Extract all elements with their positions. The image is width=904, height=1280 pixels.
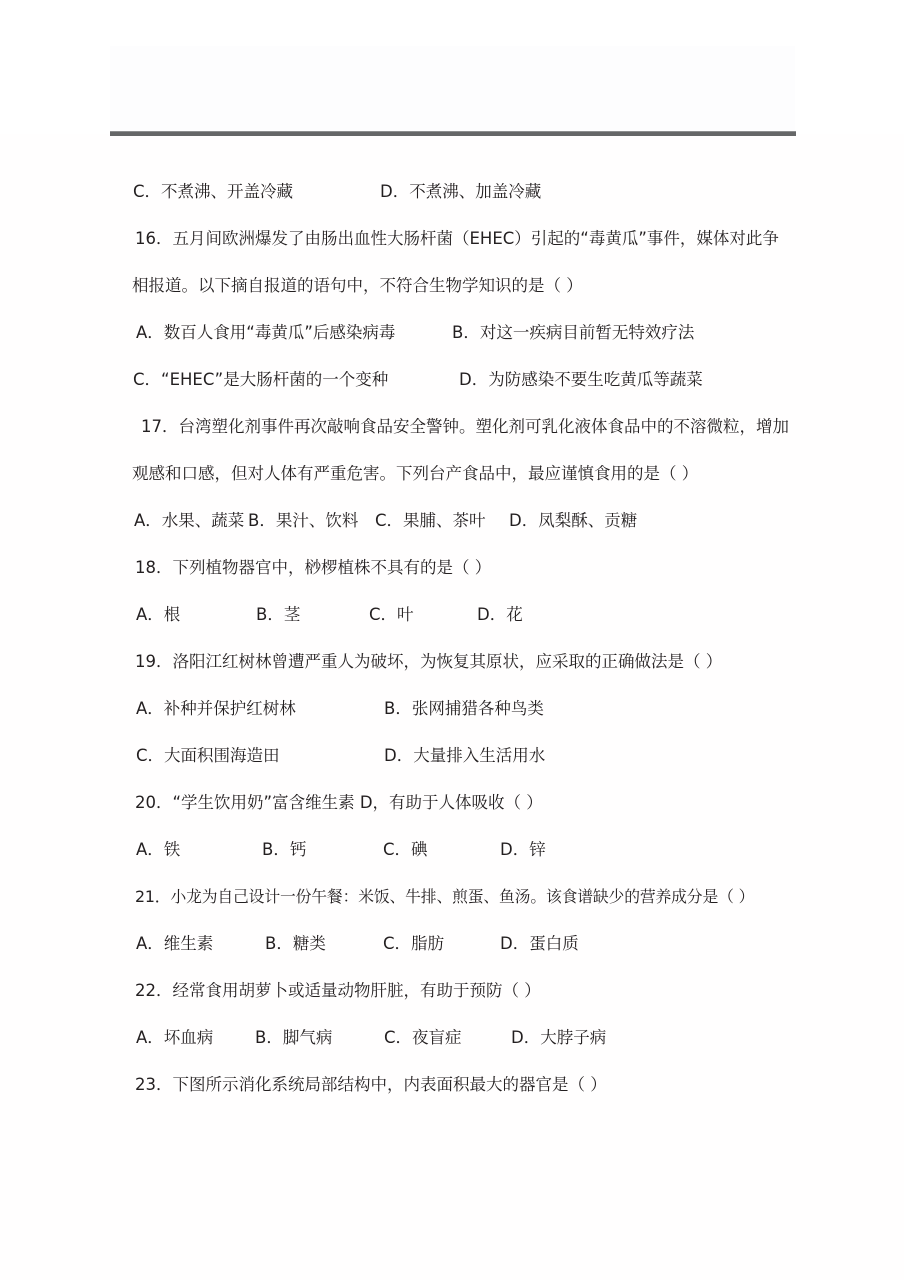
question-17-stem-line-2 (0, 450, 904, 497)
question-list (0, 168, 904, 1108)
question-17-stem-line-1 (0, 403, 904, 450)
option-c: C．碘 (383, 840, 428, 859)
option-a: A．根 (136, 605, 181, 624)
question-21-options-row (0, 920, 904, 967)
option-d: D．锌 (500, 840, 546, 859)
option-c: C．不煮沸、开盖冷藏 (133, 182, 294, 201)
question-stem-text: 21．小龙为自己设计一份午餐：米饭、牛排、煎蛋、鱼汤。该食谱缺少的营养成分是（ ） (135, 887, 755, 906)
question-20-stem (0, 779, 904, 826)
question-19-stem (0, 638, 904, 685)
option-c: C．“EHEC”是大肠杆菌的一个变种 (133, 370, 389, 389)
option-b: B．果汁、饮料 (248, 511, 359, 530)
question-21-stem (0, 873, 904, 920)
question-17-options-row (0, 497, 904, 544)
option-d: D．大量排入生活用水 (384, 746, 546, 765)
option-d: D．大脖子病 (511, 1028, 607, 1047)
option-a: A．维生素 (136, 934, 214, 953)
question-stem-text: 19．洛阳江红树林曾遭严重人为破坏，为恢复其原状，应采取的正确做法是（ ） (135, 652, 723, 671)
option-c: C．叶 (369, 605, 414, 624)
question-stem-text: 17．台湾塑化剂事件再次敲响食品安全警钟。塑化剂可乳化液体食品中的不溶微粒，增加 (141, 417, 789, 436)
option-d: D．蛋白质 (500, 934, 579, 953)
option-a: A．铁 (136, 840, 181, 859)
option-b: B．张网捕猎各种鸟类 (384, 699, 544, 718)
option-a: A．数百人食用“毒黄瓜”后感染病毒 (136, 323, 396, 342)
question-22-options-row (0, 1014, 904, 1061)
option-d: D．为防感染不要生吃黄瓜等蔬菜 (459, 370, 703, 389)
option-d: D．凤梨酥、贡糖 (509, 511, 638, 530)
question-20-options-row (0, 826, 904, 873)
question-18-stem (0, 544, 904, 591)
question-stem-text: 23．下图所示消化系统局部结构中，内表面积最大的器官是（ ） (135, 1075, 607, 1094)
question-stem-text-continued: 相报道。以下摘自报道的语句中，不符合生物学知识的是（ ） (132, 276, 583, 295)
option-c: C．夜盲症 (384, 1028, 462, 1047)
option-c: C．脂肪 (383, 934, 445, 953)
question-16-stem-line-2 (0, 262, 904, 309)
question-stem-text: 18．下列植物器官中，桫椤植株不具有的是（ ） (135, 558, 492, 577)
question-16-options-row-ab (0, 309, 904, 356)
question-15-options-row (0, 168, 904, 215)
option-a: A．水果、蔬菜 (134, 511, 245, 530)
option-b: B．糖类 (265, 934, 326, 953)
option-c: C．果脯、茶叶 (375, 511, 486, 530)
option-a: A．坏血病 (136, 1028, 214, 1047)
question-22-stem (0, 967, 904, 1014)
option-a: A．补种并保护红树林 (136, 699, 296, 718)
question-23-stem (0, 1061, 904, 1108)
question-stem-text: 20．“学生饮用奶”富含维生素 D，有助于人体吸收（ ） (135, 793, 543, 812)
header-horizontal-rule (110, 131, 796, 136)
option-d: D．花 (477, 605, 523, 624)
question-stem-text: 16．五月间欧洲爆发了由肠出血性大肠杆菌（EHEC）引起的“毒黄瓜”事件，媒体对此争 (135, 229, 779, 248)
question-stem-text: 22．经常食用胡萝卜或适量动物肝脏，有助于预防（ ） (135, 981, 541, 1000)
option-b: B．钙 (262, 840, 307, 859)
question-18-options-row (0, 591, 904, 638)
question-stem-text-continued: 观感和口感，但对人体有严重危害。下列台产食品中，最应谨慎食用的是（ ） (132, 464, 699, 483)
page-header-band (0, 0, 904, 134)
option-c: C．大面积围海造田 (136, 746, 280, 765)
option-b: B．茎 (256, 605, 301, 624)
question-19-options-row-ab (0, 685, 904, 732)
question-16-options-row-cd (0, 356, 904, 403)
option-d: D．不煮沸、加盖冷藏 (380, 182, 542, 201)
question-19-options-row-cd (0, 732, 904, 779)
question-16-stem-line-1 (0, 215, 904, 262)
page-header-blank-area (110, 46, 795, 130)
option-b: B．脚气病 (255, 1028, 333, 1047)
option-b: B．对这一疾病目前暂无特效疗法 (452, 323, 695, 342)
